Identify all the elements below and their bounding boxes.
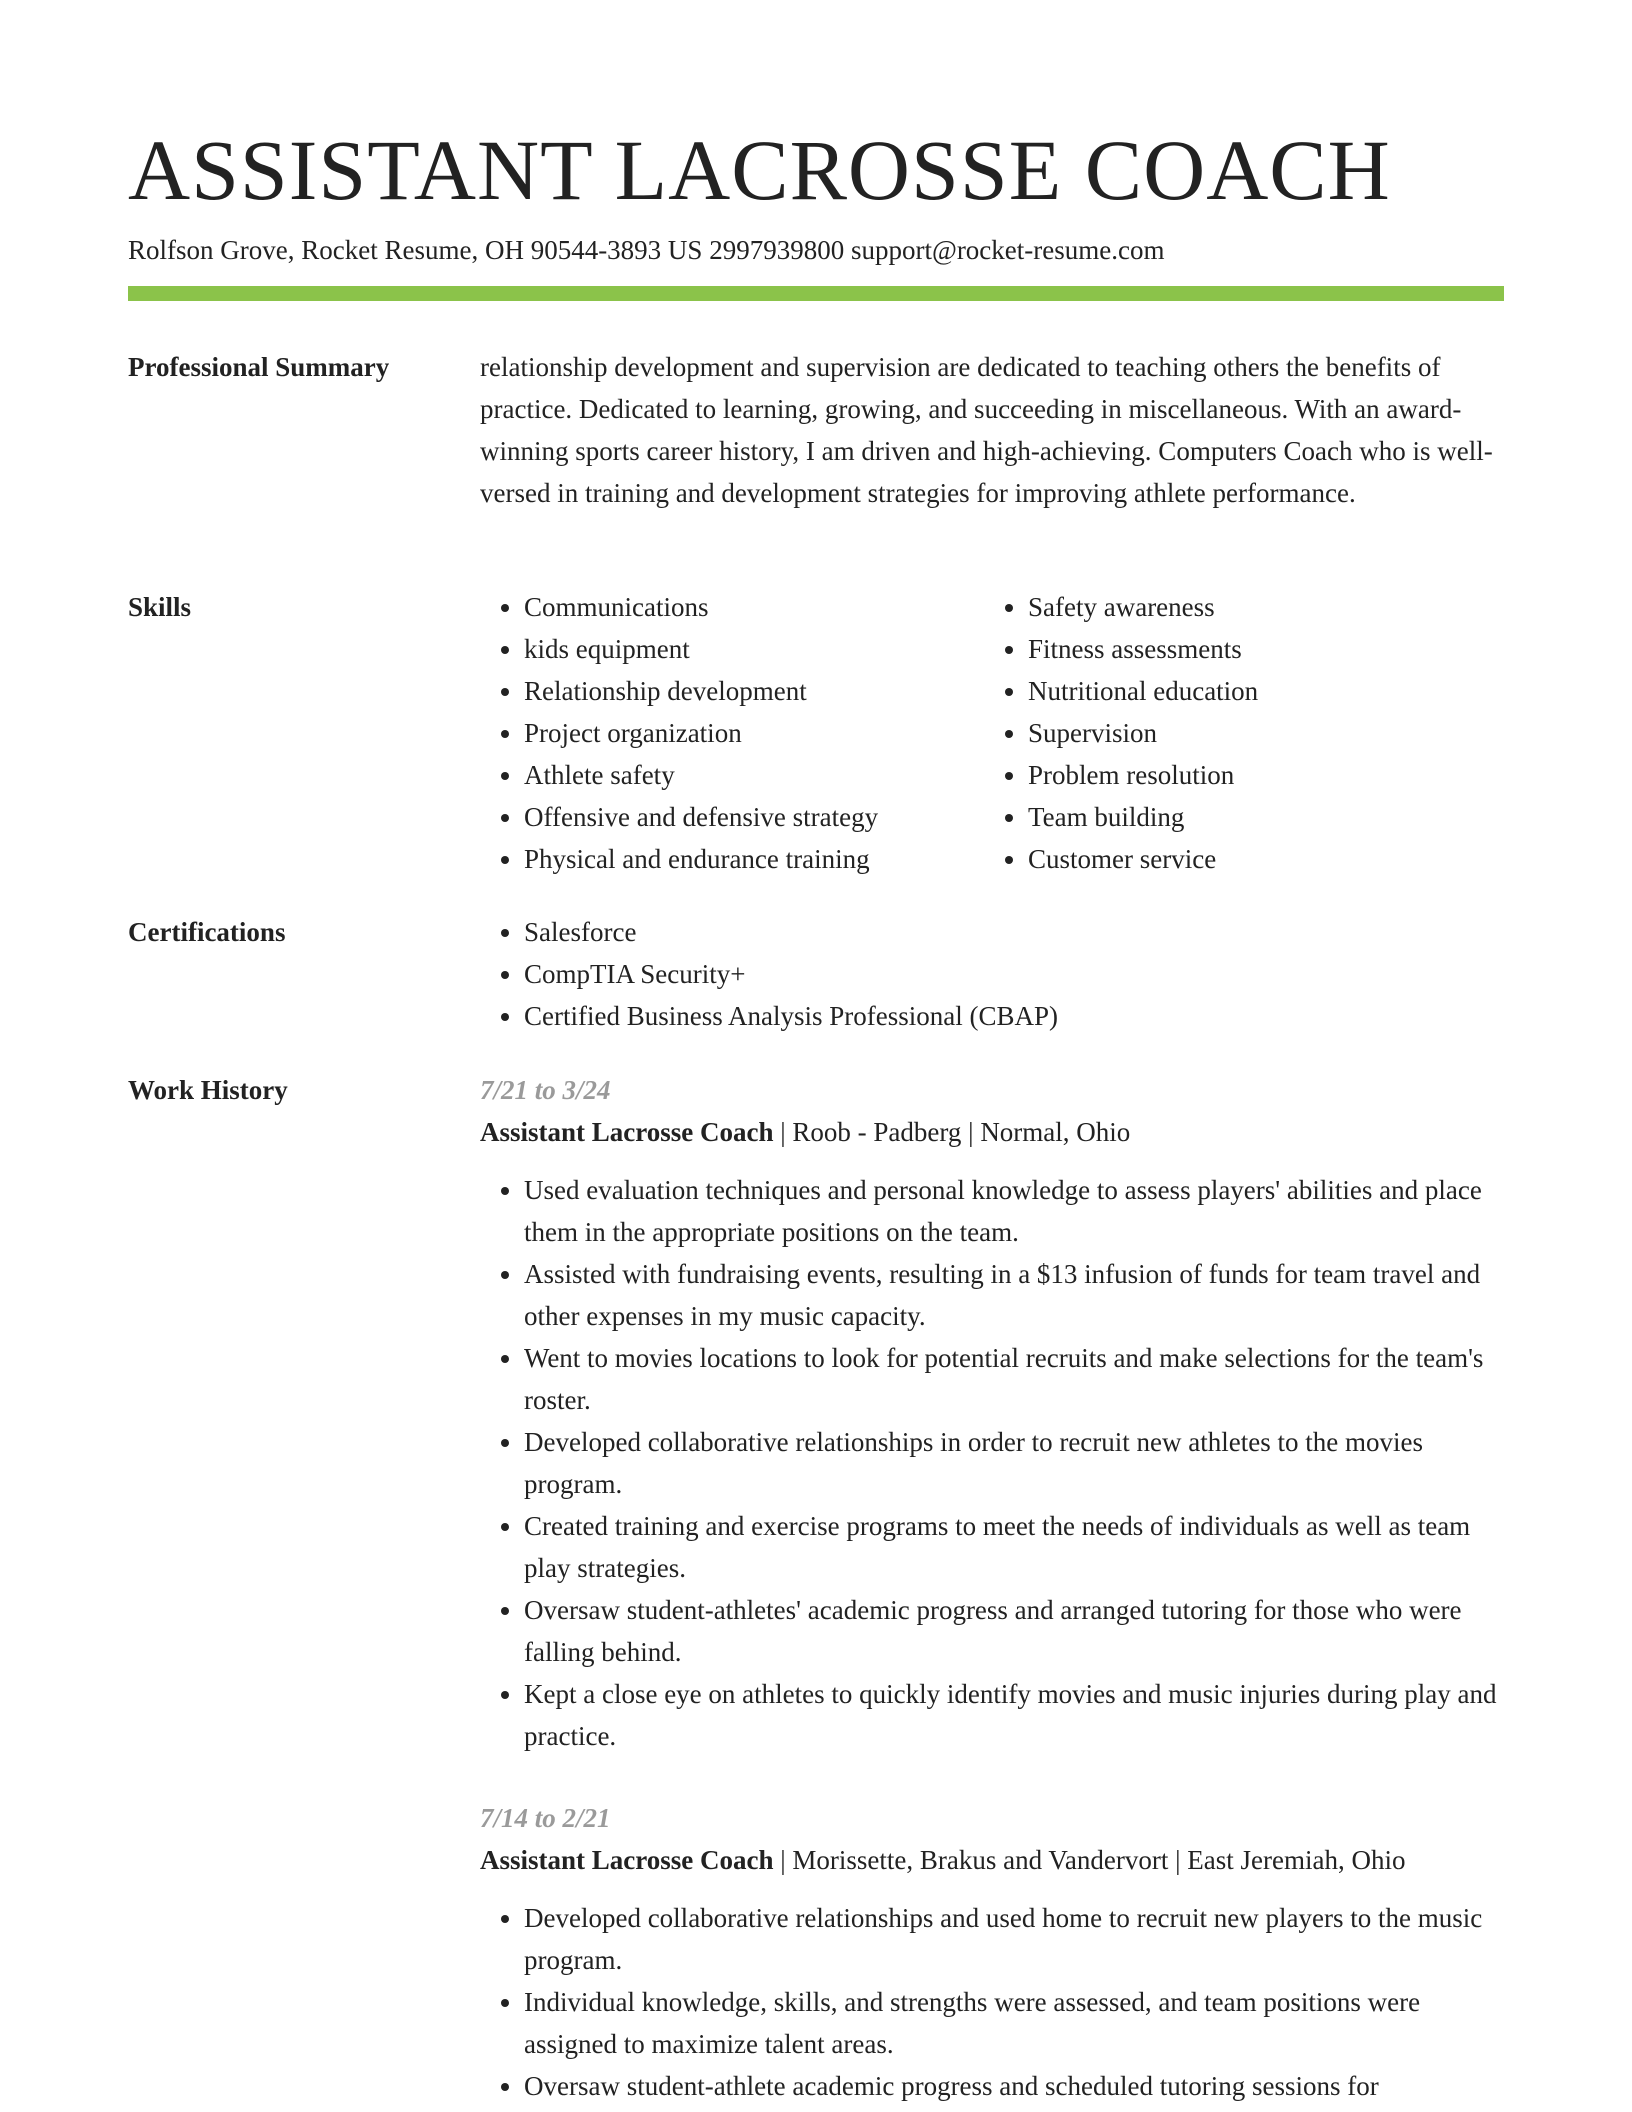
job-bullets — [480, 1897, 1504, 2107]
skill-item: • kids equipment — [524, 628, 984, 670]
skill-item: • Relationship development — [524, 670, 984, 712]
skill-item: • Supervision — [1028, 712, 1488, 754]
skill-item: • Safety awareness — [1028, 586, 1488, 628]
certifications-list — [480, 911, 1504, 1037]
job-employer-location: | Roob - Padberg | Normal, Ohio — [773, 1117, 1131, 1147]
job-bullet: • Developed collaborative relationships in order to recruit new athletes to the movies program. — [524, 1421, 1504, 1505]
skill-item: • Offensive and defensive strategy — [524, 796, 984, 838]
contact-line: Rolfson Grove, Rocket Resume, OH 90544-3893 US 2997939800 support@rocket-resume.com — [128, 235, 1165, 265]
job-employer-location: | Morissette, Brakus and Vandervort | East Jeremiah, Ohio — [773, 1845, 1406, 1875]
skills-list-left — [480, 586, 984, 880]
job-bullet: • Assisted with fundraising events, resulting in a $13 infusion of funds for team travel and other expenses in my music capacity. — [524, 1253, 1504, 1337]
job-title: Assistant Lacrosse Coach — [480, 1845, 774, 1875]
summary-text: relationship development and supervision are dedicated to teaching others the benefits of practice. Dedicated to learning, growing, and succeeding in miscellaneous. With an award-winning sports career history, I am driven and high-achieving. Computers Coach who is well-versed in training and development strategies for improving athlete performance. — [480, 352, 1493, 508]
skill-item: • Customer service — [1028, 838, 1488, 880]
job-header — [480, 1839, 1504, 1881]
resume-title: ASSISTANT LACROSSE COACH — [128, 122, 1391, 218]
job-entry — [480, 1797, 1504, 2107]
job-bullet: • Went to movies locations to look for potential recruits and make selections for the team's roster. — [524, 1337, 1504, 1421]
skill-item: • Fitness assessments — [1028, 628, 1488, 670]
job-bullet: • Developed collaborative relationships and used home to recruit new players to the music program. — [524, 1897, 1504, 1981]
skill-item: • Physical and endurance training — [524, 838, 984, 880]
skills-heading: Skills — [128, 592, 192, 622]
job-bullet: • Used evaluation techniques and personal knowledge to assess players' abilities and place them in the appropriate positions on the team. — [524, 1169, 1504, 1253]
job-bullet: • Kept a close eye on athletes to quickly identify movies and music injuries during play and practice. — [524, 1673, 1504, 1757]
certification-item: • Salesforce — [524, 911, 1504, 953]
skill-item: • Problem resolution — [1028, 754, 1488, 796]
skill-item: • Nutritional education — [1028, 670, 1488, 712]
job-dates: 7/21 to 3/24 — [480, 1075, 611, 1105]
summary-heading: Professional Summary — [128, 352, 390, 382]
job-header — [480, 1111, 1504, 1153]
certification-item: • CompTIA Security+ — [524, 953, 1504, 995]
job-bullet: • Oversaw student-athlete academic progress and scheduled tutoring sessions for — [524, 2065, 1504, 2107]
job-entry — [480, 1069, 1504, 1757]
accent-divider — [128, 286, 1504, 301]
skills-columns — [480, 586, 1504, 880]
skills-list-right — [984, 586, 1488, 880]
job-bullet: • Created training and exercise programs to meet the needs of individuals as well as team play strategies. — [524, 1505, 1504, 1589]
job-dates: 7/14 to 2/21 — [480, 1803, 611, 1833]
skills-left-column — [480, 586, 984, 880]
skill-item: • Team building — [1028, 796, 1488, 838]
skill-item: • Communications — [524, 586, 984, 628]
job-bullets — [480, 1169, 1504, 1757]
job-title: Assistant Lacrosse Coach — [480, 1117, 774, 1147]
certifications-heading: Certifications — [128, 917, 286, 947]
job-bullet: • Oversaw student-athletes' academic progress and arranged tutoring for those who were falling behind. — [524, 1589, 1504, 1673]
job-bullet: • Individual knowledge, skills, and strengths were assessed, and team positions were assigned to maximize talent areas. — [524, 1981, 1504, 2065]
skill-item: • Athlete safety — [524, 754, 984, 796]
certification-item: • Certified Business Analysis Professional (CBAP) — [524, 995, 1504, 1037]
work-history-heading: Work History — [128, 1075, 288, 1105]
skills-right-column — [984, 586, 1488, 880]
skill-item: • Project organization — [524, 712, 984, 754]
